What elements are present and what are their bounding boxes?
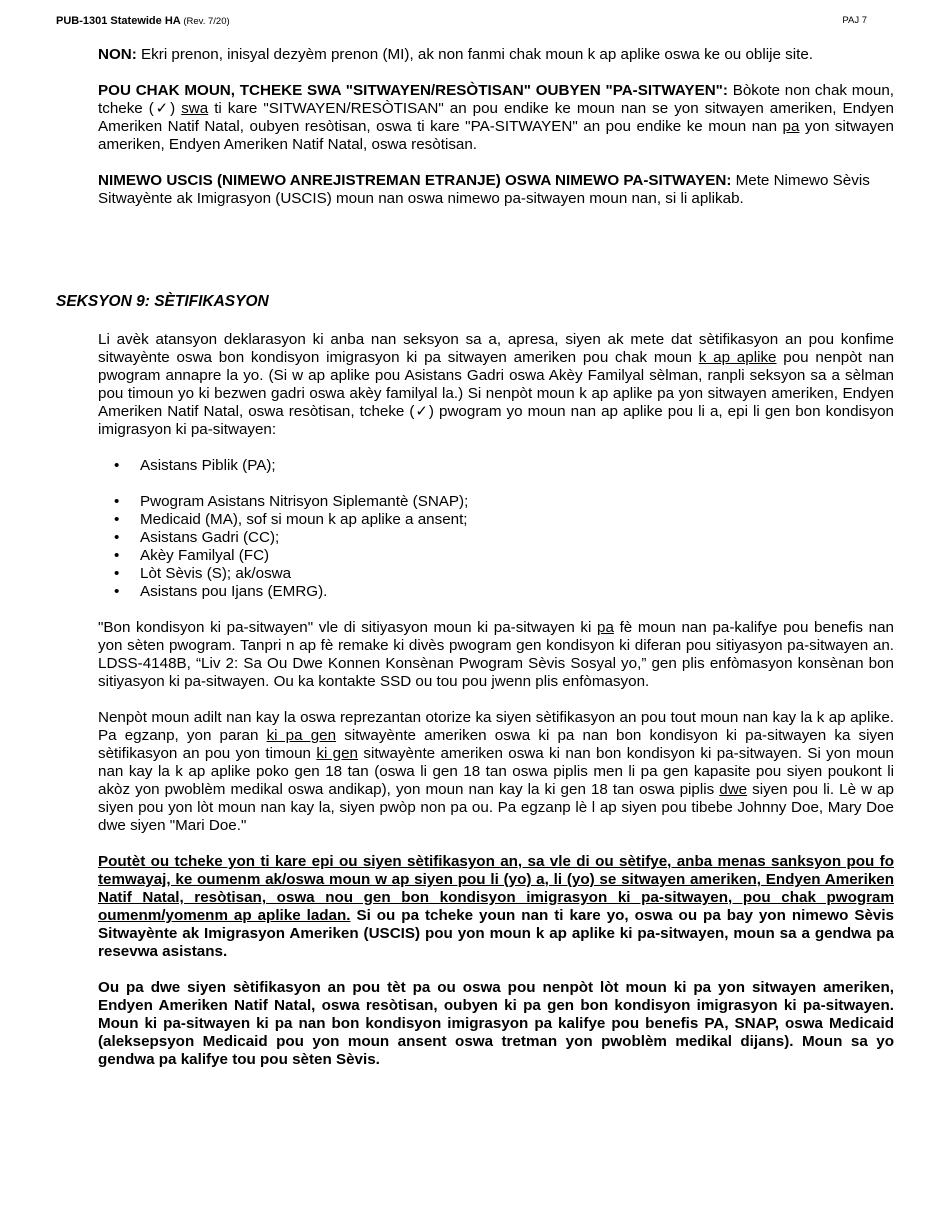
adult-underline-2: ki gen	[316, 745, 359, 762]
list-item: • Pwogram Asistans Nitrisyon Siplemantè (SNAP);	[98, 493, 894, 511]
section-title: SEKSYON 9: SÈTIFIKASYON	[56, 293, 269, 310]
intro-text-1: Li avèk atansyon deklarasyon ki anba nan seksyon sa a, apresa, siyen ak mete dat sètifikasyon an pou konfime sitwayènte oswa bon kondisyon imigrasyon ki pa sitwayen ameriken pou chak moun	[98, 331, 894, 366]
intro-text-2: pou nenpòt nan pwogram annapre la yo. (Si w ap aplike pou Asistans Gadri oswa Akèy Familyal sèlman, ranpli seksyon sa a sèlman pou timoun yo ki bezwen gadri oswa akèy familyal la.) Si nenpòt moun k ap aplike pa yon sitwayen ameriken, Endyen Ameriken Natif Natal, oswa resòtisan, tcheke (✓) pwogram yo moun nan ap aplike pou li a, epi li gen bon kondisyon imigrasyon ki pa-sitwayen:	[98, 349, 895, 438]
adult-text-1: Nenpòt moun adilt nan kay la oswa reprezantan otorize ka siyen sètifikasyon an pou tout moun nan kay la k ap aplike. Pa egzanp, yon paran	[98, 709, 894, 744]
uscis-instructions	[98, 172, 894, 208]
certification-intro	[98, 331, 894, 439]
warning-underline: Poutèt ou tcheke yon ti kare epi ou siyen sètifikasyon an, sa vle di ou sètifye, anba menas sanksyon pou fo temwayaj, ke oumenm ak/oswa moun w ap siyen pou li (yo) a, li (yo) se sitwayen ameriken, Endyen Ameriken Natif Natal, resòtisan, oswa nou gen bon kondisyon imigrasyon ki pa-sitwayen, pou chak pwogram oumenm/yomenm ap aplike ladan.	[98, 853, 894, 924]
adult-underline-3: dwe	[719, 781, 748, 798]
name-label: NON:	[98, 46, 137, 63]
citizen-underline-2: pa	[782, 118, 800, 135]
warning-text: Si ou pa tcheke youn nan ti kare yo, oswa ou pa bay yon nimewo Sèvis Sitwayènte ak Imigrasyon Ameriken (USCIS) pou yon moun k ap aplike ki pa-sitwayen, moun sa a gendwa pa resevwa asistans.	[98, 907, 895, 960]
list-item: • Asistans Piblik (PA);	[98, 457, 894, 475]
intro-underline-1: k ap aplike	[698, 349, 777, 366]
signing-restriction: Ou pa dwe siyen sètifikasyon an pou tèt pa ou oswa pou nenpòt lòt moun ki pa yon sitwayen ameriken, Endyen Ameriken Natif Natal, oswa resòtisan, oubyen ki pa gen bon kondisyon imigrasyon ki pa-sitwayen. Moun ki pa-sitwayen ki pa nan bon kondisyon imigrasyon pa kalifye pou benefis PA, SNAP, oswa Medicaid (aleksepsyon Medicaid pou yon moun ansent oswa tretman yon pwoblèm medikal dijans). Moun sa yo gendwa pa kalifye tou pou sèten Sèvis.	[98, 979, 894, 1068]
uscis-text: Mete Nimewo Sèvis Sitwayènte ak Imigrasyon (USCIS) moun nan oswa nimewo pa-sitwayen moun nan, si li aplikab.	[98, 172, 870, 207]
form-id	[56, 15, 230, 27]
adult-underline-1: ki pa gen	[266, 727, 337, 744]
form-number: PUB-1301 Statewide HA	[56, 15, 181, 27]
uscis-label: NIMEWO USCIS (NIMEWO ANREJISTREMAN ETRANJE) OSWA NIMEWO PA-SITWAYEN:	[98, 172, 732, 189]
adult-text-4: siyen pou li. Lè w ap siyen pou yon lòt moun nan kay la, siyen pwòp non pa ou. Pa egzanp lè l ap siyen pou tibebe Johnny Doe, Mary Doe dwe siyen "Mari Doe."	[98, 781, 894, 834]
adult-text-3: sitwayènte ameriken oswa ki nan bon kondisyon ki pa-sitwayen. Si yon moun nan kay la k ap aplike poko gen 18 tan (oswa li gen 18 tan oswa piplis men li pa gen kapasite pou siyen poukont li akòz yon pwoblèm medikal oswa andikap), yon moun nan kay la ki gen 18 tan oswa piplis	[98, 745, 894, 798]
bon-text-1: "Bon kondisyon ki pa-sitwayen" vle di sitiyasyon moun ki pa-sitwayen ki	[98, 619, 598, 636]
program-list	[98, 457, 894, 601]
citizen-text-1: Bòkote non chak moun, tcheke (✓)	[98, 82, 895, 117]
revision-date: (Rev. 7/20)	[183, 16, 230, 27]
citizen-text-2: ti kare "SITWAYEN/RESÒTISAN" an pou endike ke moun nan se yon sitwayen ameriken, Endyen Ameriken Natif Natal, oubyen resòtisan, oswa ti kare "PA-SITWAYEN" an pou endike ke moun nan	[98, 100, 894, 135]
citizen-underline-1: swa	[181, 100, 209, 117]
section9-content	[98, 331, 894, 1069]
bon-text-2: fè moun nan pa-kalifye pou benefis nan yon sèten pwogram. Tanpri n ap fè remake ki divès pwogram gen kondisyon ki diferan pou sitiyasyon pa-sitwayen an. LDSS-4148B, “Liv 2: Sa Ou Dwe Konnen Konsènan Pwogram Sèvis Sosyal yo,” gen plis enfòmasyon konsènan bon sitiyasyon ki pa-sitwayen. Ou ka kontakte SSD ou tou pou jwenn plis enfòmasyon.	[98, 619, 894, 690]
certification-warning	[98, 853, 894, 961]
upper-content	[98, 46, 894, 208]
bon-underline-1: pa	[597, 619, 614, 636]
citizen-text-3: yon sitwayen ameriken, Endyen Ameriken Natif Natal, oswa resòtisan.	[98, 118, 894, 153]
list-item: • Asistans pou Ijans (EMRG).	[98, 583, 894, 601]
page-number: PAJ 7	[842, 15, 867, 26]
adult-text-2: sitwayènte ameriken oswa ki pa nan bon kondisyon ki pa-sitwayen ka siyen sètifikasyon an pou yon timoun	[98, 727, 894, 762]
name-instructions	[98, 46, 894, 64]
list-item: • Lòt Sèvis (S); ak/oswa	[98, 565, 894, 583]
list-item: • Asistans Gadri (CC);	[98, 529, 894, 547]
name-text: Ekri prenon, inisyal dezyèm prenon (MI), ak non fanmi chak moun k ap aplike oswa ke ou oblije site.	[136, 46, 813, 63]
list-item: • Medicaid (MA), sof si moun k ap aplike a ansent;	[98, 511, 894, 529]
adult-signature-paragraph	[98, 709, 894, 835]
list-item: • Akèy Familyal (FC)	[98, 547, 894, 565]
citizen-instructions	[98, 82, 894, 154]
good-standing-paragraph	[98, 619, 894, 691]
citizen-label: POU CHAK MOUN, TCHEKE SWA "SITWAYEN/RESÒTISAN" OUBYEN "PA-SITWAYEN":	[98, 82, 728, 99]
